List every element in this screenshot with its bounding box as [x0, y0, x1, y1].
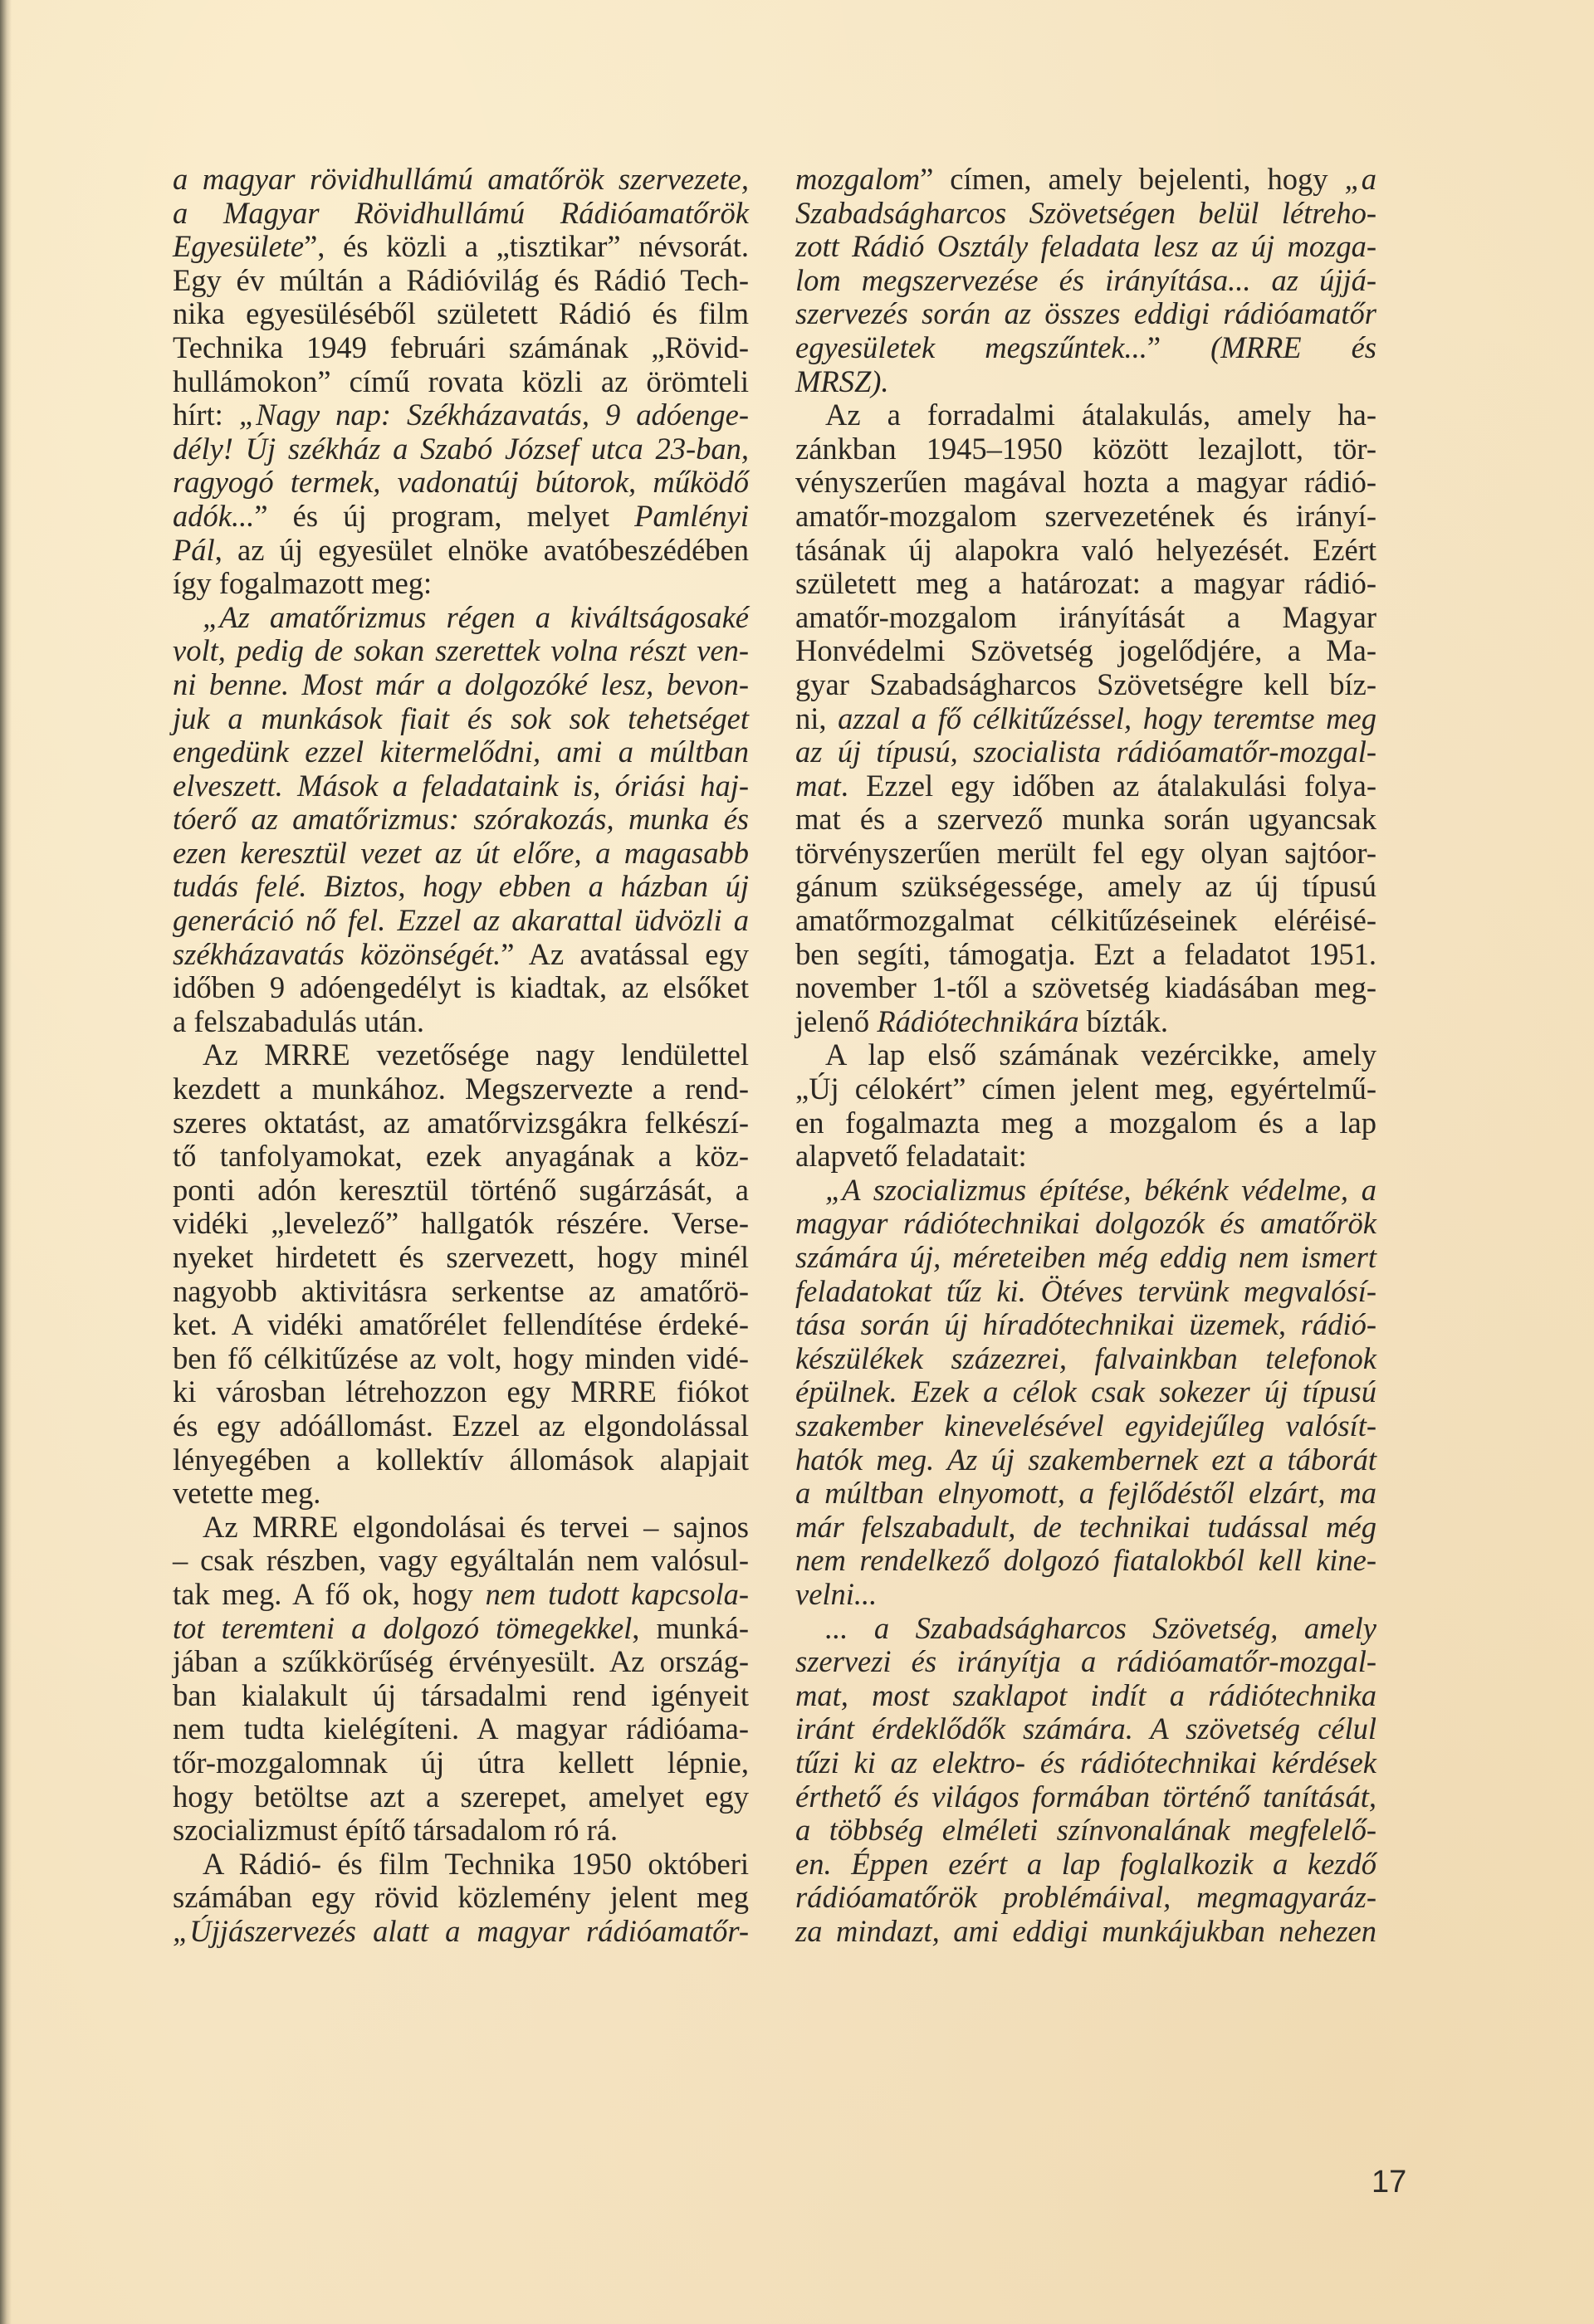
text-run: ” és új program, melyet	[254, 498, 635, 533]
text-run: bízták.	[1078, 1003, 1169, 1038]
text-line	[795, 1746, 1376, 1780]
text-line	[173, 1443, 749, 1477]
text-run: nem tudta kielégíteni. A magyar rádióama-	[173, 1711, 749, 1746]
italic-text-run: zott Rádió Osztály feladata lesz az új mozga-	[795, 229, 1376, 264]
text-run: Honvédelmi Szövetség jogelődjére, a Ma-	[795, 633, 1376, 668]
italic-text-run: rádióamatőrök problémáival, megmagyaráz-	[795, 1880, 1376, 1915]
italic-text-run: a magyar rövidhullámú amatőrök szervezete,	[173, 162, 749, 196]
text-run: tak meg. A fő ok, hogy	[173, 1576, 486, 1611]
text-run: ban kialakult új társadalmi rend igényeit	[173, 1677, 749, 1712]
text-run: ben segíti, támogatja. Ezt a feladatot 1951.	[795, 936, 1376, 971]
italic-text-run: tűzi ki az elektro- és rádiótechnikai kérdések	[795, 1745, 1376, 1780]
italic-text-run: en. Éppen ezért a lap foglalkozik a kezdő	[795, 1846, 1376, 1881]
italic-text-run: „A szocializmus építése, békénk védelme, a	[825, 1172, 1376, 1207]
italic-text-run: tóerő az amatőrizmus: szórakozás, munka és	[173, 802, 749, 837]
text-run: ni,	[795, 701, 839, 735]
text-run: vetette meg.	[173, 1476, 321, 1511]
text-line	[795, 1207, 1376, 1241]
text-run: A Rádió- és film Technika 1950 októberi	[203, 1846, 749, 1881]
text-run: mat és a szervező munka során ugyancsak	[795, 802, 1376, 837]
italic-text-run: tudás felé. Biztos, hogy ebben a házban új	[173, 869, 749, 904]
text-line	[795, 567, 1376, 601]
text-run: , munká-	[632, 1610, 749, 1645]
text-line	[795, 1712, 1376, 1746]
text-line	[795, 1544, 1376, 1578]
text-line	[173, 1038, 749, 1072]
italic-text-run: tot teremteni a dolgozó tömegekkel	[173, 1610, 633, 1645]
text-line	[795, 769, 1376, 803]
text-run: Technika 1949 februári számának „Rövid-	[173, 330, 749, 364]
text-line	[173, 1746, 749, 1780]
text-column-left	[173, 163, 749, 1948]
text-line	[173, 971, 749, 1005]
text-line	[795, 1612, 1376, 1646]
italic-text-run: egyesületek megszűntek...	[795, 330, 1147, 364]
text-run: tő tanfolyamokat, ezek anyagának a köz-	[173, 1139, 749, 1174]
text-line	[795, 1308, 1376, 1342]
text-line	[173, 803, 749, 837]
text-run: Egy év múltán a Rádióvilág és Rádió Tech-	[173, 262, 749, 297]
italic-text-run: Pamlényi	[634, 498, 749, 533]
text-run: alapvető feladatait:	[795, 1139, 1027, 1174]
italic-text-run: Egyesülete	[173, 229, 305, 264]
text-line	[173, 769, 749, 803]
text-run: „Új célokért” címen jelent meg, egyértelmű-	[795, 1072, 1376, 1106]
text-line	[795, 230, 1376, 264]
text-run: nika egyesüléséből született Rádió és film	[173, 296, 749, 331]
text-line	[795, 331, 1376, 365]
text-run: Az MRRE elgondolásai és tervei – sajnos	[203, 1509, 749, 1544]
italic-text-run: számára új, méreteiben még eddig nem ismert	[795, 1240, 1376, 1274]
italic-text-run: ni benne. Most már a dolgozóké lesz, bevon-	[173, 666, 749, 701]
text-run: en fogalmazta meg a mozgalom és a lap	[795, 1105, 1376, 1140]
text-line	[795, 365, 1376, 399]
text-line	[173, 331, 749, 365]
text-line	[173, 1780, 749, 1814]
text-run: Az MRRE vezetősége nagy lendülettel	[203, 1038, 749, 1072]
italic-text-run: szervezi és irányítja a rádióamatőr-mozgal-	[795, 1644, 1376, 1679]
italic-text-run: (MRRE és	[1210, 330, 1377, 364]
italic-text-run: épülnek. Ezek a célok csak sokezer új típusú	[795, 1374, 1376, 1409]
text-line	[795, 1106, 1376, 1140]
italic-text-run: érthető és világos formában történő tanítását,	[795, 1779, 1376, 1814]
text-run: amatőr-mozgalom szervezetének és irányí-	[795, 498, 1376, 533]
italic-text-run: az új típusú, szocialista rádióamatőr-mozgal-	[795, 735, 1376, 769]
italic-text-run: hatók meg. Az új szakembernek ezt a táborát	[795, 1442, 1376, 1477]
text-line	[173, 634, 749, 668]
text-line	[795, 197, 1376, 231]
text-line	[795, 904, 1376, 938]
text-line	[795, 1275, 1376, 1309]
text-line	[795, 735, 1376, 769]
text-line	[173, 702, 749, 736]
text-run: zánkban 1945–1950 között lezajlott, tör-	[795, 431, 1376, 466]
text-line	[173, 1174, 749, 1208]
text-line	[173, 1241, 749, 1275]
italic-text-run: engedünk ezzel kitermelődni, ami a múltban	[173, 735, 749, 769]
text-run: vidéki „levelező” hallgatók részére. Verse-	[173, 1206, 749, 1241]
text-run: . Ezzel egy időben az átalakulási folya-	[840, 768, 1376, 803]
text-column-right	[795, 163, 1376, 1948]
italic-text-run: generáció nő fel. Ezzel az akarattal üdvözli a	[173, 903, 749, 938]
text-line	[173, 1072, 749, 1106]
italic-text-run: a többség elméleti színvonalának megfelelő-	[795, 1813, 1376, 1848]
italic-text-run: feladatokat tűz ki. Ötéves tervünk megvalósí-	[795, 1273, 1376, 1308]
text-line	[173, 1915, 749, 1949]
italic-text-run: a múltban elnyomott, a fejlődéstől elzárt, ma	[795, 1476, 1376, 1511]
italic-text-run: mat, most szaklapot indít a rádiótechnika	[795, 1677, 1376, 1712]
text-line	[173, 264, 749, 298]
text-run: ” címen, amely bejelenti, hogy	[920, 162, 1345, 196]
text-run: A lap első számának vezércikke, amely	[825, 1038, 1376, 1072]
text-line	[795, 1005, 1376, 1039]
italic-text-run: ragyogó termek, vadonatúj bútorok, működő	[173, 465, 749, 500]
text-run: ki városban létrehozzon egy MRRE fiókot	[173, 1374, 749, 1409]
text-line	[795, 1881, 1376, 1915]
text-line	[173, 230, 749, 264]
italic-text-run: Pál	[173, 532, 215, 567]
text-line	[795, 1443, 1376, 1477]
text-line	[795, 264, 1376, 298]
text-line	[795, 1679, 1376, 1713]
text-line	[795, 1848, 1376, 1882]
text-run: ponti adón keresztül történő sugárzását, a	[173, 1172, 749, 1207]
text-line	[795, 1342, 1376, 1376]
italic-text-run: magyar rádiótechnikai dolgozók és amatőrök	[795, 1206, 1376, 1241]
text-run: számában egy rövid közlemény jelent meg	[173, 1880, 749, 1915]
italic-text-run: volt, pedig de sokan szerettek volna részt ven-	[173, 633, 749, 668]
text-line	[173, 1005, 749, 1039]
text-run: született meg a határozat: a magyar rádió-	[795, 566, 1376, 601]
text-line	[795, 938, 1376, 972]
text-line	[173, 1275, 749, 1309]
text-line	[173, 1612, 749, 1646]
text-line	[795, 1409, 1376, 1443]
text-line	[173, 534, 749, 568]
text-line	[173, 1308, 749, 1342]
text-line	[795, 1814, 1376, 1848]
italic-text-run: nem tudott kapcsola-	[485, 1576, 749, 1611]
text-line	[795, 1174, 1376, 1208]
text-run: ”	[1147, 330, 1211, 364]
italic-text-run: juk a munkások fiait és sok sok tehetséget	[173, 701, 749, 735]
text-run: szeres oktatást, az amatőrvizsgákra felkészí-	[173, 1105, 749, 1140]
text-line	[173, 601, 749, 635]
text-line	[173, 1342, 749, 1376]
italic-text-run: ezen keresztül vezet az út előre, a magasabb	[173, 835, 749, 870]
italic-text-run: mat	[795, 768, 841, 803]
italic-text-run: székházavatás közönségét.	[173, 936, 501, 971]
text-run: jában a szűkkörűség érvényesült. Az ország-	[173, 1644, 749, 1679]
italic-text-run: tása során új híradótechnikai üzemek, rádió-	[795, 1307, 1376, 1342]
text-run: – csak részben, vagy egyáltalán nem valósul-	[173, 1543, 749, 1578]
text-run: Az a forradalmi átalakulás, amely ha-	[825, 398, 1376, 432]
text-run: időben 9 adóengedélyt is kiadtak, az elsőket	[173, 970, 749, 1005]
text-line	[795, 601, 1376, 635]
text-line	[173, 904, 749, 938]
text-run: tőr-mozgalomnak új útra kellett lépnie,	[173, 1745, 749, 1780]
italic-text-run: lom megszervezése és irányítása... az újjá-	[795, 262, 1376, 297]
text-line	[173, 500, 749, 534]
text-line	[173, 365, 749, 399]
text-run: így fogalmazott meg:	[173, 566, 433, 601]
text-run: amatőr-mozgalom irányítását a Magyar	[795, 599, 1376, 634]
text-line	[173, 1409, 749, 1443]
text-line	[795, 1038, 1376, 1072]
text-line	[173, 297, 749, 331]
text-line	[795, 1780, 1376, 1814]
text-line	[173, 1881, 749, 1915]
italic-text-run: za mindazt, ami eddigi munkájukban nehezen	[795, 1913, 1376, 1948]
text-run: , az új egyesület elnöke avatóbeszédében	[214, 532, 749, 567]
italic-text-run: készülékek százezrei, falvainkban telefonok	[795, 1340, 1376, 1375]
text-line	[173, 567, 749, 601]
italic-text-run: iránt érdeklődők számára. A szövetség célul	[795, 1711, 1376, 1746]
text-line	[173, 1544, 749, 1578]
text-line	[795, 702, 1376, 736]
italic-text-run: szakember kinevelésével egyidejűleg valósít-	[795, 1408, 1376, 1443]
text-line	[795, 500, 1376, 534]
text-run: hullámokon” című rovata közli az örömteli	[173, 364, 749, 398]
spine-shadow	[0, 0, 12, 2324]
text-line	[795, 297, 1376, 331]
italic-text-run: azzal a fő célkitűzéssel, hogy teremtse meg	[838, 701, 1376, 735]
text-line	[795, 870, 1376, 904]
text-run: jelenő	[795, 1003, 878, 1038]
text-line	[795, 163, 1376, 197]
italic-text-run: dély! Új székház a Szabó József utca 23-ban,	[173, 431, 749, 466]
text-run: gyar Szabadságharcos Szövetségre kell bíz-	[795, 666, 1376, 701]
text-run: a felszabadulás után.	[173, 1003, 425, 1038]
text-line	[795, 1915, 1376, 1949]
text-line	[173, 197, 749, 231]
text-line	[173, 938, 749, 972]
text-line	[173, 1140, 749, 1174]
page-number: 17	[1372, 2165, 1407, 2200]
text-run: hogy betöltse azt a szerepet, amelyet egy	[173, 1779, 749, 1814]
italic-text-run: Rádiótechnikára	[877, 1003, 1079, 1038]
text-line	[795, 1578, 1376, 1612]
text-line	[173, 398, 749, 432]
italic-text-run: „Nagy nap: Székházavatás, 9 adóenge-	[238, 398, 749, 432]
text-line	[173, 1106, 749, 1140]
text-line	[795, 803, 1376, 837]
text-line	[795, 1645, 1376, 1679]
text-line	[795, 1140, 1376, 1174]
text-line	[795, 837, 1376, 871]
text-line	[173, 432, 749, 466]
text-run: tásának új alapokra való helyezését. Ezért	[795, 532, 1376, 567]
text-line	[173, 1578, 749, 1612]
text-run: törvényszerűen merült fel egy olyan sajtóor-	[795, 835, 1376, 870]
italic-text-run: velni...	[795, 1576, 878, 1611]
text-run: szocializmust építő társadalom ró rá.	[173, 1813, 619, 1848]
text-line	[173, 1848, 749, 1882]
text-run: ket. A vidéki amatőrélet fellendítése érdeké-	[173, 1307, 749, 1342]
text-run: nyeket hirdetett és szervezett, hogy minél	[173, 1240, 749, 1274]
text-run: gánum szükségessége, amely az új típusú	[795, 869, 1376, 904]
italic-text-run: mozgalom	[795, 162, 921, 196]
text-line	[173, 1712, 749, 1746]
italic-text-run: adók...	[173, 498, 255, 533]
text-run: ben fő célkitűzése az volt, hogy minden vidé-	[173, 1340, 749, 1375]
text-line	[173, 870, 749, 904]
italic-text-run: már felszabadult, de technikai tudással még	[795, 1509, 1376, 1544]
text-line	[173, 1375, 749, 1409]
italic-text-run: szervezés során az összes eddigi rádióamatőr	[795, 296, 1376, 331]
text-run: és egy adóállomást. Ezzel az elgondolással	[173, 1408, 749, 1443]
text-line	[173, 668, 749, 702]
italic-text-run: Szabadságharcos Szövetségen belül létreho-	[795, 195, 1376, 230]
text-run: ”, és közli a „tisztikar” névsorát.	[304, 229, 749, 264]
italic-text-run: „Újjászervezés alatt a magyar rádióamatőr-	[173, 1913, 749, 1948]
text-run: kezdett a munkához. Megszervezte a rend-	[173, 1072, 749, 1106]
text-line	[795, 634, 1376, 668]
text-run: hírt:	[173, 398, 239, 432]
text-line	[795, 1511, 1376, 1545]
italic-text-run: ... a Szabadságharcos Szövetség, amely	[825, 1610, 1376, 1645]
text-line	[173, 1207, 749, 1241]
text-run: amatőrmozgalmat célkitűzéseinek eléréisé-	[795, 903, 1376, 938]
text-line	[795, 1241, 1376, 1275]
text-line	[173, 837, 749, 871]
text-run: vényszerűen magával hozta a magyar rádió-	[795, 465, 1376, 500]
text-run: lényegében a kollektív állomások alapjait	[173, 1442, 749, 1477]
text-line	[173, 163, 749, 197]
text-line	[795, 534, 1376, 568]
text-line	[795, 1375, 1376, 1409]
text-line	[795, 1477, 1376, 1511]
text-line	[795, 668, 1376, 702]
text-line	[173, 735, 749, 769]
text-line	[173, 1645, 749, 1679]
text-run: nagyobb aktivitásra serkentse az amatőrö-	[173, 1273, 749, 1308]
text-line	[795, 398, 1376, 432]
italic-text-run: nem rendelkező dolgozó fiatalokból kell kine-	[795, 1543, 1376, 1578]
text-line	[173, 1679, 749, 1713]
text-line	[173, 466, 749, 500]
text-line	[795, 971, 1376, 1005]
text-line	[173, 1511, 749, 1545]
italic-text-run: „Az amatőrizmus régen a kiváltságosaké	[203, 599, 749, 634]
italic-text-run: MRSZ).	[795, 364, 889, 398]
text-line	[173, 1814, 749, 1848]
text-run: november 1-től a szövetség kiadásában meg-	[795, 970, 1376, 1005]
italic-text-run: elveszett. Mások a feladataink is, óriási haj-	[173, 768, 749, 803]
text-line	[795, 1072, 1376, 1106]
italic-text-run: „a	[1344, 162, 1376, 196]
text-line	[795, 466, 1376, 500]
italic-text-run: a Magyar Rövidhullámú Rádióamatőrök	[173, 195, 749, 230]
text-run: ” Az avatással egy	[501, 936, 749, 971]
text-line	[795, 432, 1376, 466]
text-line	[173, 1477, 749, 1511]
